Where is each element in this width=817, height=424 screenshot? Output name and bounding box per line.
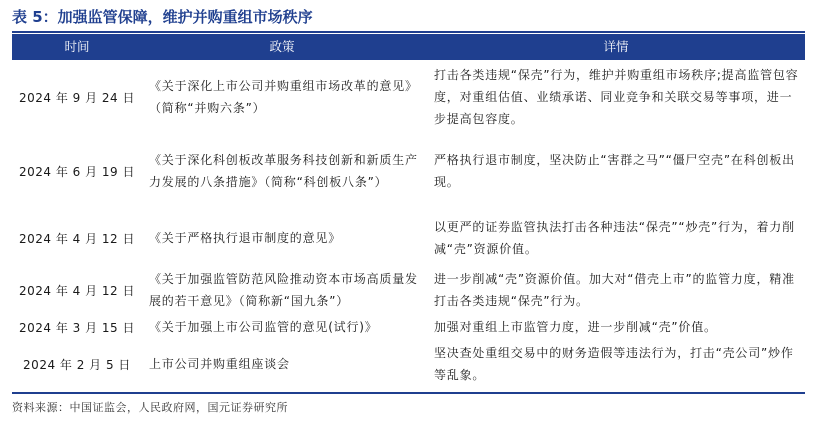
row-detail-text: 进一步削减“壳”资源价值。加大对“借壳上市”的监管力度，精准打击各类违规“保壳”行为。: [434, 272, 795, 308]
table-title: 表 5：加强监管保障，维护并购重组市场秩序: [12, 8, 313, 26]
row-detail-text: 加强对重组上市监管力度，进一步削减“壳”价值。: [434, 320, 717, 334]
source-note: 资料来源：中国证监会，人民政府网，国元证券研究所: [12, 401, 288, 414]
row-date: 2024 年 9 月 24 日: [18, 90, 136, 105]
row-policy-text: 《关于加强上市公司监管的意见(试行)》: [149, 320, 378, 334]
row-policy-text: 《关于加强监管防范风险推动资本市场高质量发展的若干意见》（简称新“国九条”）: [149, 272, 418, 308]
row-date: 2024 年 2 月 5 日: [23, 357, 131, 372]
table-bottom-divider: [12, 392, 805, 394]
table-row: [12, 314, 805, 340]
table-row: [12, 210, 805, 266]
row-policy: [149, 314, 419, 340]
row-detail: [434, 314, 799, 340]
row-date: 2024 年 6 月 19 日: [18, 164, 136, 179]
row-detail-text: 以更严的证券监管执法打击各种违法“保壳”“炒壳”行为，着力削减“壳”资源价值。: [434, 220, 795, 256]
title-divider: [12, 31, 805, 33]
row-policy-text: 《关于严格执行退市制度的意见》: [149, 231, 342, 245]
row-detail: [434, 62, 799, 132]
row-detail: [434, 132, 799, 210]
table-row: [12, 266, 805, 314]
row-date: 2024 年 4 月 12 日: [18, 283, 136, 298]
row-policy-text: 《关于深化科创板改革服务科技创新和新质生产力发展的八条措施》（简称“科创板八条”）: [149, 153, 418, 189]
row-date: 2024 年 3 月 15 日: [18, 320, 136, 335]
row-policy: [149, 132, 419, 210]
row-detail-text: 严格执行退市制度，坚决防止“害群之马”“僵尸空壳”在科创板出现。: [434, 153, 795, 189]
row-detail: [434, 210, 799, 266]
row-policy: [149, 210, 419, 266]
table-header: [12, 34, 805, 60]
header-policy: 政策: [269, 39, 295, 54]
row-date: 2024 年 4 月 12 日: [18, 231, 136, 246]
row-detail-text: 打击各类违规“保壳”行为，维护并购重组市场秩序;提高监管包容度，对重组估值、业绩承诺、同业竞争和关联交易等事项，进一步提高包容度。: [434, 68, 799, 126]
table-row: [12, 62, 805, 132]
table-row: [12, 132, 805, 210]
row-detail: [434, 340, 799, 388]
header-detail: 详情: [603, 39, 629, 54]
row-detail: [434, 266, 799, 314]
row-policy: [149, 266, 419, 314]
row-policy-text: 上市公司并购重组座谈会: [149, 357, 290, 371]
row-detail-text: 坚决查处重组交易中的财务造假等违法行为，打击“壳公司”炒作等乱象。: [434, 346, 794, 382]
table-row: [12, 340, 805, 388]
row-policy-text: 《关于深化上市公司并购重组市场改革的意见》（简称“并购六条”）: [149, 79, 418, 115]
header-date: 时间: [64, 39, 90, 54]
row-policy: [149, 340, 419, 388]
row-policy: [149, 62, 419, 132]
